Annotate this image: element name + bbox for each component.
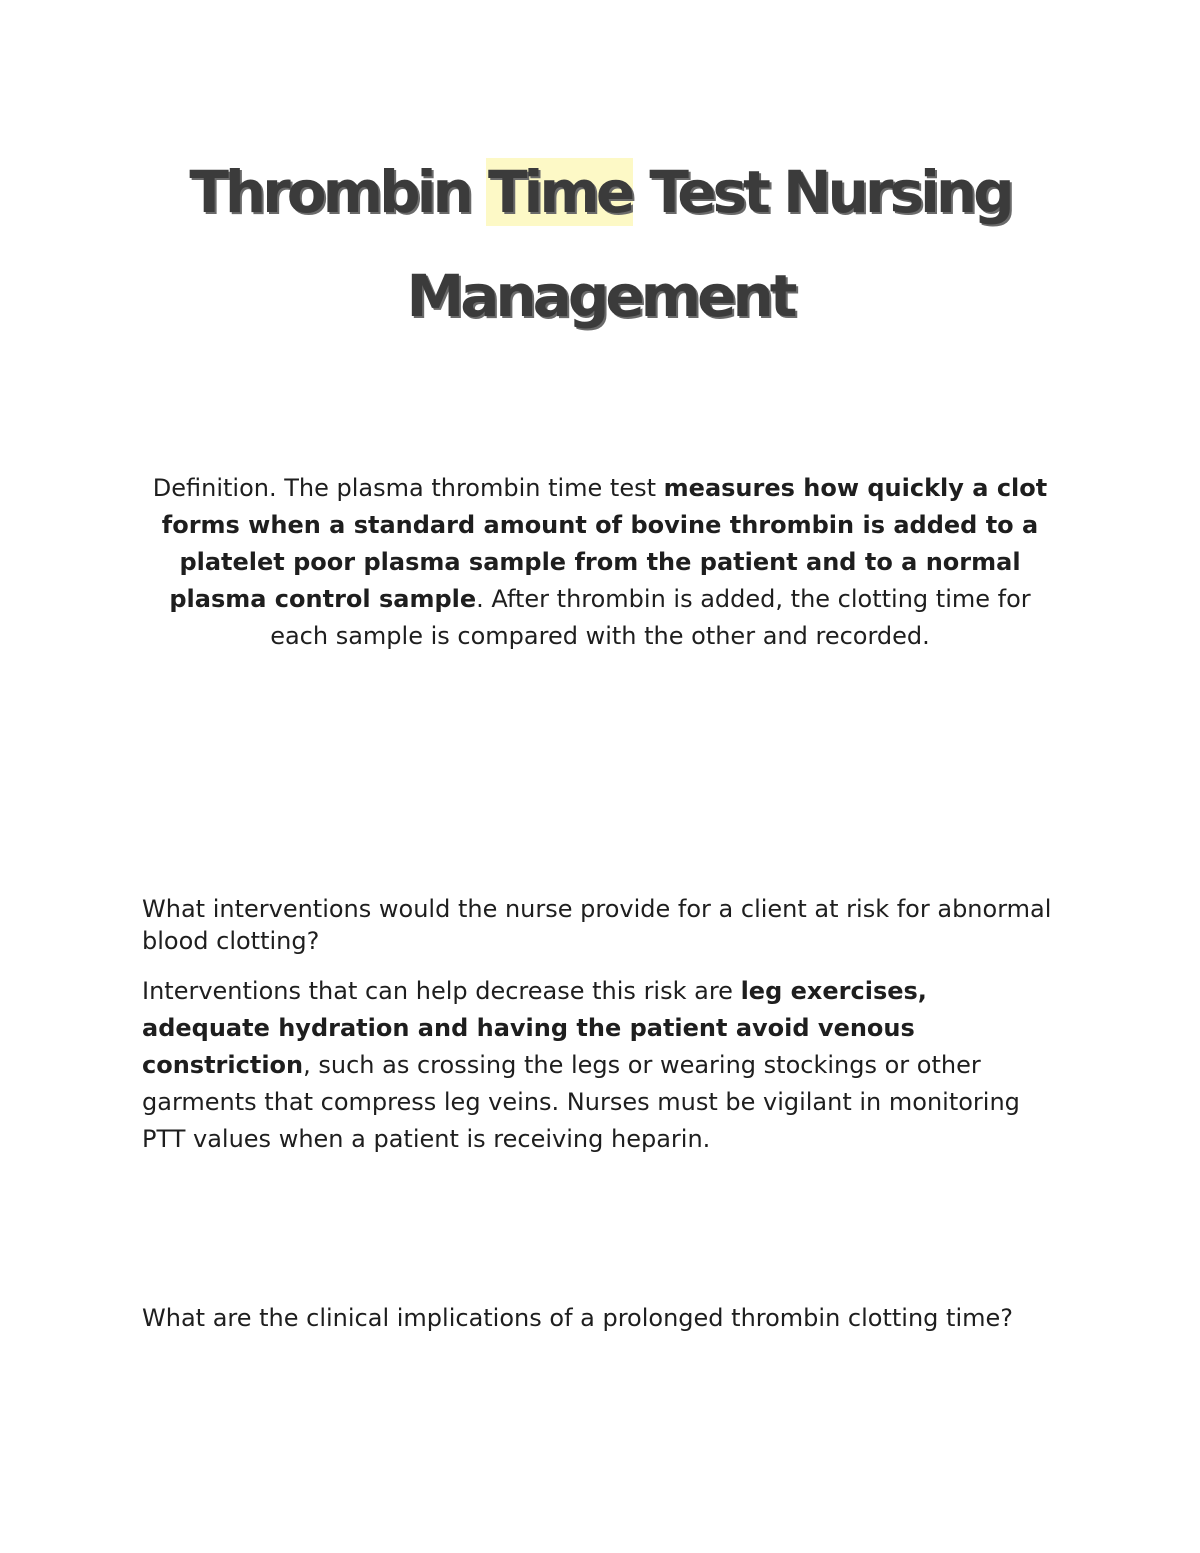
definition-bold: measures how quickly a clot forms when a standard amount of bovine thrombin is added to a platelet poor plasma sample from the patient and to a normal plasma control sample: [161, 474, 1048, 613]
answer-1-intro: Interventions that can help decrease this risk are: [142, 977, 741, 1005]
question-2: What are the clinical implications of a prolonged thrombin clotting time?: [142, 1304, 1013, 1332]
definition-paragraph: [140, 470, 1060, 655]
page-title: [150, 140, 1050, 348]
title-highlight: Time: [487, 158, 632, 226]
title-part-2: Test Nursing Management: [406, 158, 1011, 330]
title-part-1: Thrombin: [189, 158, 486, 226]
definition-rest: . After thrombin is added, the clotting time for each sample is compared with the other and recorded.: [270, 585, 1031, 650]
definition-intro: Definition. The plasma thrombin time test: [152, 474, 664, 502]
answer-1-bold: leg exercises, adequate hydration and having the patient avoid venous constriction: [142, 977, 927, 1079]
answer-1: [142, 973, 1062, 1158]
answer-1-rest: , such as crossing the legs or wearing stockings or other garments that compress leg veins. Nurses must be vigilant in monitoring PTT values when a patient is receiving heparin.: [142, 1051, 1020, 1153]
question-1: What interventions would the nurse provide for a client at risk for abnormal blood clotting?: [142, 895, 1052, 955]
